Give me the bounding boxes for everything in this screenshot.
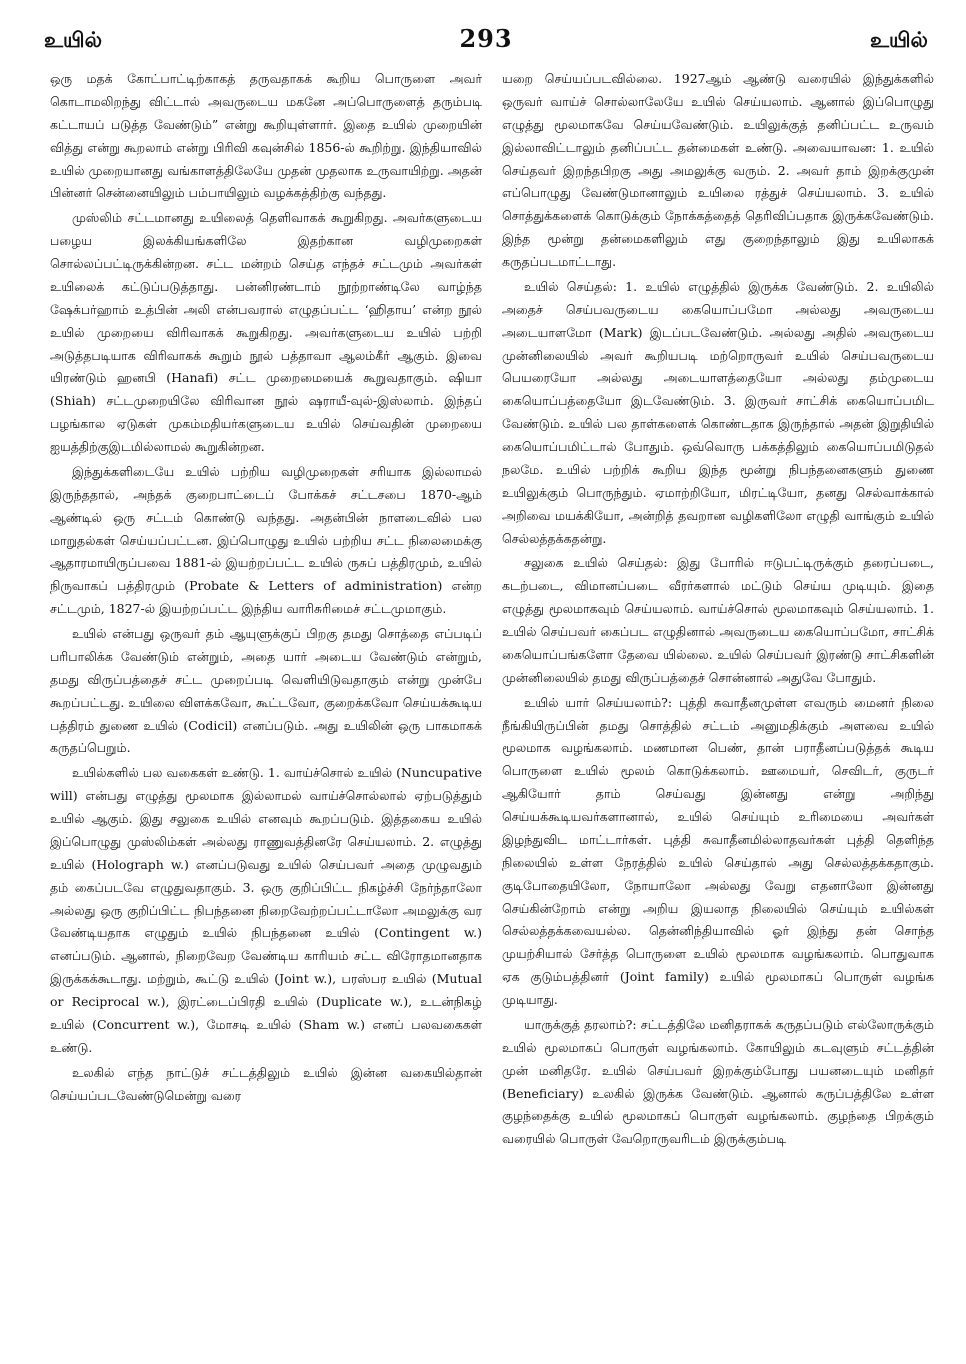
paragraph: யறை செய்யப்படவில்லை. 1927ஆம் ஆண்டு வரையில் இந்துக்களில் ஒருவர் வாய்ச் சொல்லாலேயே உயில் செய்யலாம். ஆனால் இப்பொழுது எழுத்து மூலமாகவே செய்யவேண்டும். உயிலுக்குத் தனிப்பட்ட உருவம் இல்லாவிட்டாலும் தனிப்பட்ட தன்மைகள் உண்டு. அவையாவன: 1. உயில் செய்தவர் இறந்தபிறகு அது அமலுக்கு வரும். 2. அவர் தாம் இறக்குமுன் எப்பொழுது வேண்டுமானாலும் உயிலை ரத்துச் செய்யலாம். 3. உயில் சொத்துக்களைக் கொடுக்கும் நோக்கத்தைத் தெரிவிப்பதாக இருக்கவேண்டும். இந்த மூன்று தன்மைகளிலும் எது குறைந்தாலும் இது உயிலாகக் கருதப்படமாட்டாது.	[502, 71, 934, 269]
paragraph: உயில்களில் பல வகைகள் உண்டு. 1. வாய்ச்சொல் உயில் (Nuncupative will) என்பது எழுத்து மூலமாக இல்லாமல் வாய்ச்சொல்லால் ஏற்படுத்தும் உயில் ஆகும். இது சலுகை உயில் எனவும் கூறப்படும். இத்தகைய உயில் இப்பொழுது முஸ்லிம்கள் அல்லது ராணுவத்தினரே செய்யலாம். 2. எழுத்து உயில் (Holograph w.) எனப்படுவது உயில் செய்பவர் அதை முழுவதும் தம் கைப்படவே எழுதுவதாகும். 3. ஒரு குறிப்பிட்ட நிகழ்ச்சி நேர்ந்தாலோ அல்லது ஒரு குறிப்பிட்ட நிபந்தனை நிறைவேற்றப்பட்டாலோ அமலுக்கு வர வேண்டியதாக எழுதும் உயில் நிபந்தனை உயில் (Contingent w.) எனப்படும். ஆனால், நிறைவேற வேண்டிய காரியம் சட்ட விரோதமானதாக இருக்கக்கூடாது. மற்றும், கூட்டு உயில் (Joint w.), பரஸ்பர உயில் (Mutual or Reciprocal w.), இரட்டைப்பிரதி உயில் (Duplicate w.), உடன்நிகழ் உயில் (Concurrent w.), மோசடி உயில் (Sham w.) எனப் பலவகைகள் உண்டு.	[50, 765, 482, 1055]
right-headword: உயில்	[869, 28, 928, 52]
left-column	[50, 68, 482, 1350]
paragraph: உயில் யார் செய்யலாம்?: புத்தி சுவாதீனமுள்ள எவரும் மைனர் நிலை நீங்கியிருப்பின் தமது சொத்தில் சட்டம் அனுமதிக்கும் அளவை உயில் மூலமாக வழங்கலாம். மணமான பெண், தான் பராதீனப்படுத்தக் கூடிய பொருளை உயில் மூலம் கொடுக்கலாம். ஊமையர், செவிடர், குருடர் ஆகியோர் தாம் செய்வது இன்னது என்று அறிந்து செய்யக்கூடியவர்களானால், உயில் செய்யும் உரிமையை அவர்கள் இழந்துவிட மாட்டார்கள். புத்தி சுவாதீனமில்லாதவர்கள் புத்தி தெளிந்த நிலையில் உள்ள நேரத்தில் உயில் செய்தால் அது செல்லத்தக்கதாகும். குடிபோதையிலோ, நோயாலோ அல்லது வேறு எதனாலோ இன்னது செய்கின்றோம் என்று அறிய இயலாத நிலையில் செய்யும் உயில்கள் செல்லத்தக்கவையல்ல. தென்னிந்தியாவில் ஓர் இந்து தன் சொந்த முயற்சியால் சேர்த்த பொருளை உயில் மூலமாக வழங்கலாம். பொதுவாக ஏக குடும்பத்தினர் (Joint family) உயில் மூலமாகப் பொருள் வழங்க முடியாது.	[502, 694, 934, 1007]
paragraph: உயில் என்பது ஒருவர் தம் ஆயுளுக்குப் பிறகு தமது சொத்தை எப்படிப் பரிபாலிக்க வேண்டும் என்றும், அதை யார் அடைய வேண்டும் என்றும், தமது விருப்பத்தைச் சட்ட முறைப்படி வெளியிடுவதாகும் என்று முன்பே கூறப்பட்டது. உயிலை விளக்கவோ, கூட்டவோ, குறைக்கவோ செய்யக்கூடிய பத்திரம் துணை உயில் (Codicil) எனப்படும். அது உயிலின் ஒரு பாகமாகக் கருதப்பெறும்.	[50, 626, 482, 756]
right-column	[502, 68, 934, 1350]
paragraph: இந்துக்களிடையே உயில் பற்றிய வழிமுறைகள் சரியாக இல்லாமல் இருந்ததால், அந்தக் குறைபாட்டைப் போக்கச் சட்டசபை 1870-ஆம் ஆண்டில் ஒரு சட்டம் கொண்டு வந்தது. அதன்பின் நாளடைவில் பல மாறுதல்கள் செய்யப்பட்டன. இப்பொழுது உயில் பற்றிய சட்ட நிலைமைக்கு ஆதாரமாயிருப்பவை 1881-ல் இயற்றப்பட்ட உயில் ருசுப் பத்திரமும், உயில் நிருவாகப் பத்திரமும் (Probate & Letters of administration) என்ற சட்டமும், 1827-ல் இயற்றப்பட்ட இந்திய வாரிசுரிமைச் சட்டமுமாகும்.	[50, 463, 482, 617]
paragraph: உலகில் எந்த நாட்டுச் சட்டத்திலும் உயில் இன்ன வகையில்தான் செய்யப்படவேண்டுமென்று வரை	[50, 1064, 482, 1103]
page-number: 293	[459, 24, 513, 53]
paragraph: சலுகை உயில் செய்தல்: இது போரில் ஈடுபட்டிருக்கும் தரைப்படை, கடற்படை, விமானப்படை வீரர்களால் மட்டும் செய்ய முடியும். இதை எழுத்து மூலமாகவும் செய்யலாம். வாய்ச்சொல் மூலமாகவும் செய்யலாம். 1. உயில் செய்பவர் கைப்பட எழுதினால் அவருடைய கையொப்பமோ, சாட்சிக் கையொப்பங்களோ தேவை யில்லை. உயில் செய்பவர் இரண்டு சாட்சிகளின் முன்னிலையில் தமது விருப்பத்தைச் சொன்னால் அதுவே போதும்.	[502, 555, 934, 685]
paragraph: முஸ்லிம் சட்டமானது உயிலைத் தெளிவாகக் கூறுகிறது. அவர்களுடைய பழைய இலக்கியங்களிலே இதற்கான வழிமுறைகள் சொல்லப்பட்டிருக்கின்றன. சட்ட மன்றம் செய்த எந்தச் சட்டமும் அவர்கள் உயிலைக் கட்டுப்படுத்தாது. பன்னிரண்டாம் நூற்றாண்டிலே வாழ்ந்த ஷேக்பர்ஹாம் உத்பின் அலி என்பவரால் எழுதப்பட்ட ‘ஹிதாய’ என்ற நூல் உயில் முறையை விரிவாகக் கூறுகிறது. அவர்களுடைய உயில் பற்றி அடுத்தபடியாக விரிவாகக் கூறும் நூல் பத்தாவா ஆலம்கீர் ஆகும். இவை யிரண்டும் ஹனபி (Hanafi) சட்ட முறைமையைக் கூறுவதாகும். ஷியா (Shiah) சட்டமுறையிலே விரிவான நூல் ஷராயீ-வுல்-இஸ்லாம். இந்தப் பழங்கால ஏடுகள் முகம்மதியர்களுடைய உயில் செய்வதின் முறையை ஐயத்திற்குஇடமில்லாமல் கூறுகின்றன.	[50, 210, 482, 454]
paragraph: யாருக்குத் தரலாம்?: சட்டத்திலே மனிதராகக் கருதப்படும் எல்லோருக்கும் உயில் மூலமாகப் பொருள் வழங்கலாம். கோயிலும் கடவுளும் சட்டத்தின் முன் மனிதரே. உயில் செய்பவர் இறக்கும்போது பயனடையும் மனிதர் (Beneficiary) உலகில் இருக்க வேண்டும். ஆனால் கருப்பத்திலே உள்ள குழந்தைக்கு உயில் மூலமாகப் பொருள் வழங்கலாம். குழந்தை பிறக்கும் வரையில் பொருள் வேறொருவரிடம் இருக்கும்படி	[502, 1016, 934, 1147]
paragraph: உயில் செய்தல்: 1. உயில் எழுத்தில் இருக்க வேண்டும். 2. உயிலில் அதைச் செய்பவருடைய கையொப்பமோ அல்லது அவருடைய அடையாளமோ (Mark) இடப்படவேண்டும். அல்லது அதில் அவருடைய முன்னிலையில் அவர் கூறியபடி மற்றொருவர் உயில் செய்பவருடைய பெயரையோ அல்லது அடையாளத்தையோ அல்லது தம்முடைய கையொப்பத்தையோ இடவேண்டும். 3. இருவர் சாட்சிக் கையொப்பமிட வேண்டும். உயில் பல தாள்களைக் கொண்டதாக இருந்தால் அதன் இறுதியில் கையொப்பமிட்டால் போதும். ஒவ்வொரு பக்கத்திலும் கையொப்பமிடுதல் நலமே. உயில் பற்றிக் கூறிய இந்த மூன்று நிபந்தனைகளும் துணை உயிலுக்கும் பொருந்தும். ஏமாற்றியோ, மிரட்டியோ, தனது செல்வாக்கால் அறிவை மயக்கியோ, அன்றித் தவறான வழிகளிலோ எழுதி வாங்கும் உயில் செல்லத்தக்கதன்று.	[502, 278, 934, 546]
page-header	[44, 22, 928, 62]
paragraph: ஒரு மதக் கோட்பாட்டிற்காகத் தருவதாகக் கூறிய பொருளை அவர் கொடாமலிறந்து விட்டால் அவருடைய மகனே அப்பொருளைத் தரும்படி கட்டாயப் படுத்த வேண்டும்” என்று கூறியுள்ளார். இதை உயில் முறையின் வித்து என்று கூறலாம் என்று பிரிவி கவுன்சில் 1856-ல் கூறிற்று. இந்தியாவில் உயில் முறையானது வங்காளத்திலேயே முதன் முதலாக உருவாயிற்று. அதன் பின்னர் சென்னையிலும் பம்பாயிலும் வழக்கத்திற்கு வந்தது.	[50, 71, 482, 201]
left-headword: உயில்	[44, 28, 103, 52]
